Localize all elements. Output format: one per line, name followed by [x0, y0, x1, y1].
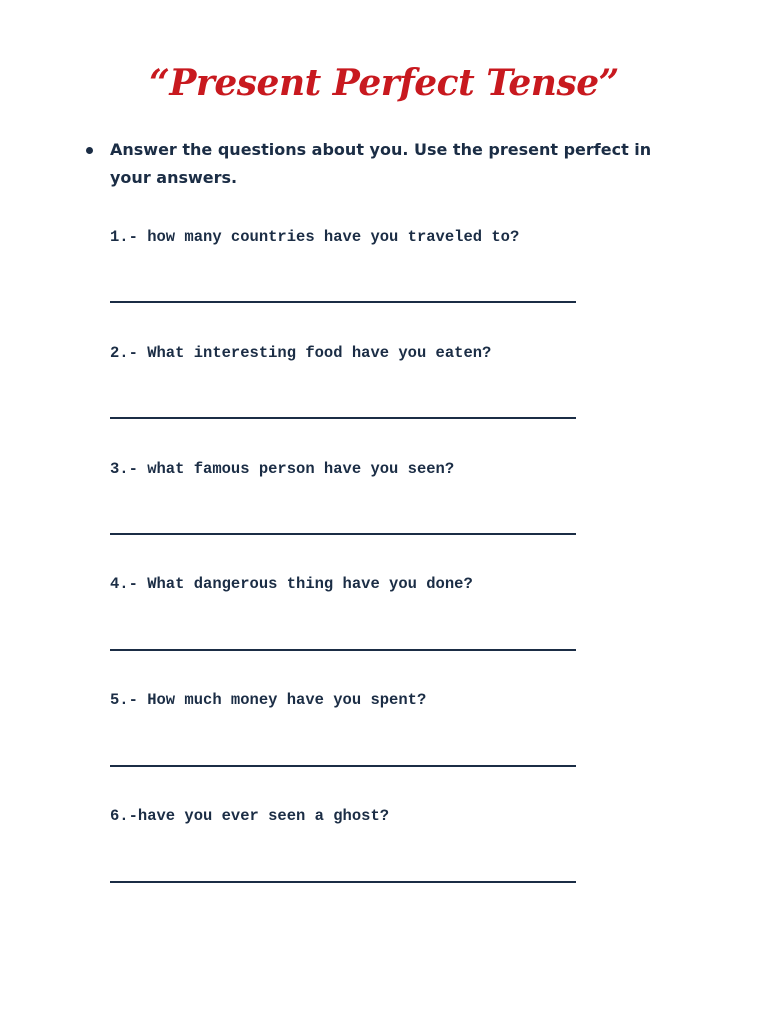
bullet-icon	[86, 147, 93, 154]
page-title: “Present Perfect Tense”	[149, 62, 619, 104]
question-4: 4.- What dangerous thing have you done?	[110, 575, 473, 593]
instruction-text: Answer the questions about you. Use the present perfect in your answers.	[110, 140, 652, 187]
answer-line-1[interactable]	[110, 301, 576, 303]
answer-line-6[interactable]	[110, 881, 576, 883]
answer-line-5[interactable]	[110, 765, 576, 767]
answer-line-2[interactable]	[110, 417, 576, 419]
question-6: 6.-have you ever seen a ghost?	[110, 807, 390, 825]
question-5: 5.- How much money have you spent?	[110, 691, 427, 709]
question-3: 3.- what famous person have you seen?	[110, 460, 455, 478]
answer-line-3[interactable]	[110, 533, 576, 535]
answer-line-4[interactable]	[110, 649, 576, 651]
question-2: 2.- What interesting food have you eaten?	[110, 344, 492, 362]
question-1: 1.- how many countries have you traveled to?	[110, 228, 520, 246]
